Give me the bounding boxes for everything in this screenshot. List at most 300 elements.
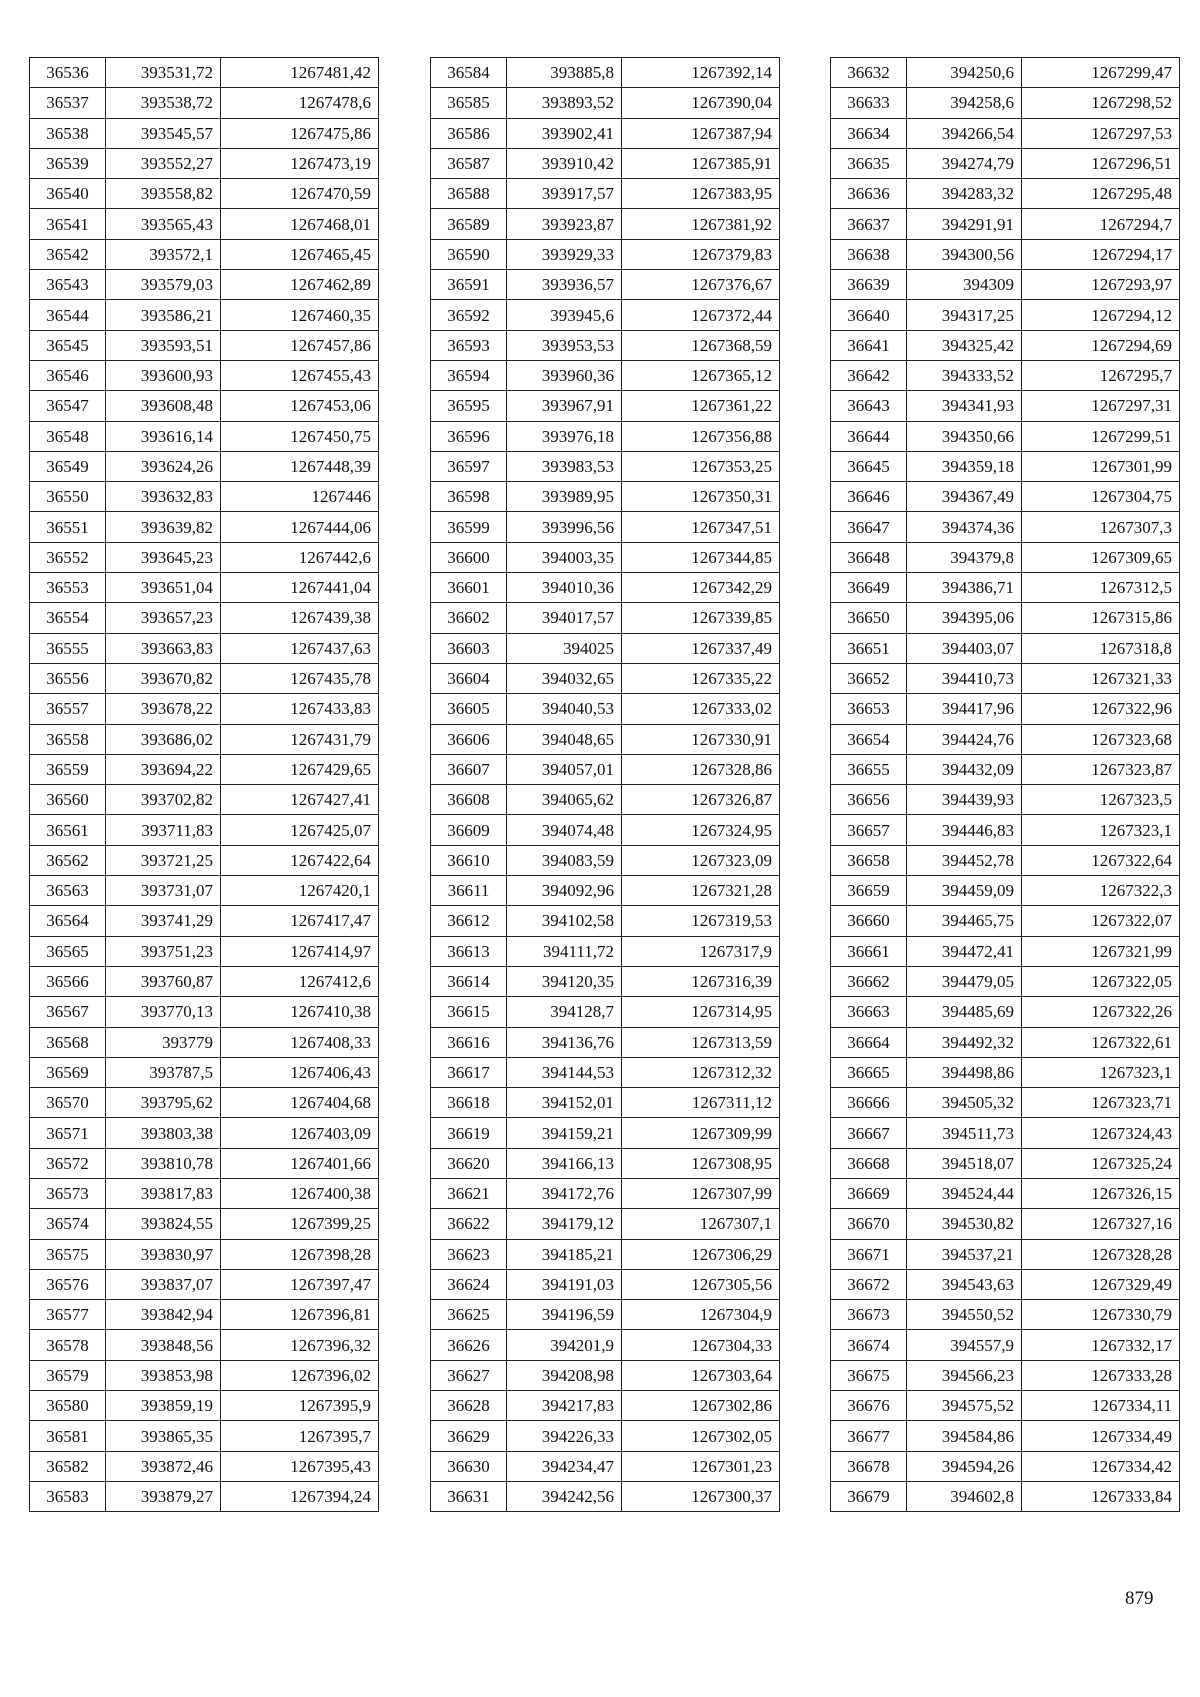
x-coordinate-cell: 393579,03 [106,270,221,300]
point-number-cell: 36632 [831,58,907,88]
x-coordinate-cell: 393865,35 [106,1421,221,1451]
x-coordinate-cell: 394185,21 [507,1239,622,1269]
x-coordinate-cell: 394325,42 [907,330,1022,360]
point-number-cell: 36646 [831,482,907,512]
y-coordinate-cell: 1267404,68 [221,1088,379,1118]
table-row [831,603,1180,633]
y-coordinate-cell: 1267442,6 [221,542,379,572]
point-number-cell: 36654 [831,724,907,754]
x-coordinate-cell: 394479,05 [907,966,1022,996]
table-row [30,876,379,906]
x-coordinate-cell: 393538,72 [106,88,221,118]
table-row [831,1360,1180,1390]
x-coordinate-cell: 394074,48 [507,815,622,845]
y-coordinate-cell: 1267450,75 [221,421,379,451]
point-number-cell: 36653 [831,694,907,724]
x-coordinate-cell: 393842,94 [106,1300,221,1330]
x-coordinate-cell: 393810,78 [106,1148,221,1178]
point-number-cell: 36665 [831,1057,907,1087]
x-coordinate-cell: 394333,52 [907,360,1022,390]
x-coordinate-cell: 393830,97 [106,1239,221,1269]
table-row [831,815,1180,845]
x-coordinate-cell: 393624,26 [106,451,221,481]
point-number-cell: 36582 [30,1451,106,1481]
y-coordinate-cell: 1267406,43 [221,1057,379,1087]
point-number-cell: 36602 [431,603,507,633]
y-coordinate-cell: 1267321,28 [622,876,780,906]
x-coordinate-cell: 394374,36 [907,512,1022,542]
point-number-cell: 36538 [30,118,106,148]
table-row [431,936,780,966]
table-row [431,906,780,936]
table-row [831,1027,1180,1057]
y-coordinate-cell: 1267322,96 [1022,694,1180,724]
x-coordinate-cell: 393686,02 [106,724,221,754]
table-row [431,148,780,178]
y-coordinate-cell: 1267316,39 [622,966,780,996]
x-coordinate-cell: 393803,38 [106,1118,221,1148]
y-coordinate-cell: 1267334,49 [1022,1421,1180,1451]
point-number-cell: 36544 [30,300,106,330]
point-number-cell: 36629 [431,1421,507,1451]
table-row [831,239,1180,269]
point-number-cell: 36580 [30,1391,106,1421]
y-coordinate-cell: 1267324,43 [1022,1118,1180,1148]
point-number-cell: 36545 [30,330,106,360]
table-row [831,906,1180,936]
x-coordinate-cell: 393751,23 [106,936,221,966]
table-row [431,1391,780,1421]
table-row [30,1481,379,1511]
table-row [30,1057,379,1087]
y-coordinate-cell: 1267323,1 [1022,1057,1180,1087]
x-coordinate-cell: 394083,59 [507,845,622,875]
point-number-cell: 36624 [431,1269,507,1299]
table-row [831,573,1180,603]
x-coordinate-cell: 393694,22 [106,754,221,784]
point-number-cell: 36666 [831,1088,907,1118]
y-coordinate-cell: 1267462,89 [221,270,379,300]
point-number-cell: 36567 [30,997,106,1027]
x-coordinate-cell: 393824,55 [106,1209,221,1239]
point-number-cell: 36668 [831,1148,907,1178]
y-coordinate-cell: 1267315,86 [1022,603,1180,633]
point-number-cell: 36658 [831,845,907,875]
table-row [431,1330,780,1360]
x-coordinate-cell: 394057,01 [507,754,622,784]
x-coordinate-cell: 394566,23 [907,1360,1022,1390]
point-number-cell: 36589 [431,209,507,239]
table-row [30,391,379,421]
point-number-cell: 36576 [30,1269,106,1299]
point-number-cell: 36591 [431,270,507,300]
x-coordinate-cell: 393586,21 [106,300,221,330]
table-row [30,542,379,572]
table-row [831,1269,1180,1299]
table-row [431,239,780,269]
point-number-cell: 36561 [30,815,106,845]
x-coordinate-cell: 393996,56 [507,512,622,542]
y-coordinate-cell: 1267312,5 [1022,573,1180,603]
table-row [831,1451,1180,1481]
y-coordinate-cell: 1267301,23 [622,1451,780,1481]
x-coordinate-cell: 393770,13 [106,997,221,1027]
table-row [30,906,379,936]
table-row [831,663,1180,693]
point-number-cell: 36586 [431,118,507,148]
y-coordinate-cell: 1267298,52 [1022,88,1180,118]
x-coordinate-cell: 394524,44 [907,1178,1022,1208]
point-number-cell: 36614 [431,966,507,996]
point-number-cell: 36562 [30,845,106,875]
table-row [30,209,379,239]
y-coordinate-cell: 1267465,45 [221,239,379,269]
x-coordinate-cell: 394196,59 [507,1300,622,1330]
point-number-cell: 36630 [431,1451,507,1481]
y-coordinate-cell: 1267470,59 [221,179,379,209]
point-number-cell: 36546 [30,360,106,390]
y-coordinate-cell: 1267414,97 [221,936,379,966]
point-number-cell: 36679 [831,1481,907,1511]
x-coordinate-cell: 394424,76 [907,724,1022,754]
table-row [431,300,780,330]
table-row [431,270,780,300]
table-row [30,1148,379,1178]
x-coordinate-cell: 394179,12 [507,1209,622,1239]
table-row [431,391,780,421]
y-coordinate-cell: 1267299,47 [1022,58,1180,88]
point-number-cell: 36547 [30,391,106,421]
table-row [431,966,780,996]
y-coordinate-cell: 1267379,83 [622,239,780,269]
x-coordinate-cell: 394317,25 [907,300,1022,330]
y-coordinate-cell: 1267455,43 [221,360,379,390]
y-coordinate-cell: 1267332,17 [1022,1330,1180,1360]
point-number-cell: 36618 [431,1088,507,1118]
table-row [431,1360,780,1390]
point-number-cell: 36554 [30,603,106,633]
table-row [30,118,379,148]
table-row [831,724,1180,754]
x-coordinate-cell: 393859,19 [106,1391,221,1421]
point-number-cell: 36651 [831,633,907,663]
x-coordinate-cell: 394191,03 [507,1269,622,1299]
table-row [831,785,1180,815]
y-coordinate-cell: 1267295,48 [1022,179,1180,209]
x-coordinate-cell: 394459,09 [907,876,1022,906]
table-row [831,1209,1180,1239]
x-coordinate-cell: 394350,66 [907,421,1022,451]
point-number-cell: 36616 [431,1027,507,1057]
y-coordinate-cell: 1267437,63 [221,633,379,663]
table-row [431,1209,780,1239]
y-coordinate-cell: 1267333,84 [1022,1481,1180,1511]
table-row [30,754,379,784]
table-row [431,1088,780,1118]
point-number-cell: 36560 [30,785,106,815]
table-row [831,1178,1180,1208]
table-row [431,785,780,815]
table-row [30,1209,379,1239]
point-number-cell: 36643 [831,391,907,421]
y-coordinate-cell: 1267322,26 [1022,997,1180,1027]
table-row [431,724,780,754]
x-coordinate-cell: 394274,79 [907,148,1022,178]
table-row [831,1088,1180,1118]
table-row [30,482,379,512]
x-coordinate-cell: 394266,54 [907,118,1022,148]
table-row [431,694,780,724]
y-coordinate-cell: 1267299,51 [1022,421,1180,451]
table-row [30,239,379,269]
point-number-cell: 36620 [431,1148,507,1178]
x-coordinate-cell: 393600,93 [106,360,221,390]
y-coordinate-cell: 1267394,24 [221,1481,379,1511]
point-number-cell: 36613 [431,936,507,966]
x-coordinate-cell: 394032,65 [507,663,622,693]
y-coordinate-cell: 1267304,33 [622,1330,780,1360]
table-row [30,966,379,996]
point-number-cell: 36635 [831,148,907,178]
x-coordinate-cell: 394557,9 [907,1330,1022,1360]
x-coordinate-cell: 393565,43 [106,209,221,239]
point-number-cell: 36542 [30,239,106,269]
y-coordinate-cell: 1267408,33 [221,1027,379,1057]
point-number-cell: 36634 [831,118,907,148]
y-coordinate-cell: 1267400,38 [221,1178,379,1208]
y-coordinate-cell: 1267294,7 [1022,209,1180,239]
y-coordinate-cell: 1267293,97 [1022,270,1180,300]
x-coordinate-cell: 394403,07 [907,633,1022,663]
y-coordinate-cell: 1267309,99 [622,1118,780,1148]
x-coordinate-cell: 394144,53 [507,1057,622,1087]
x-coordinate-cell: 393902,41 [507,118,622,148]
point-number-cell: 36639 [831,270,907,300]
y-coordinate-cell: 1267401,66 [221,1148,379,1178]
table-row [431,1451,780,1481]
x-coordinate-cell: 393639,82 [106,512,221,542]
point-number-cell: 36597 [431,451,507,481]
y-coordinate-cell: 1267304,9 [622,1300,780,1330]
point-number-cell: 36660 [831,906,907,936]
x-coordinate-cell: 394359,18 [907,451,1022,481]
table-row [831,148,1180,178]
y-coordinate-cell: 1267317,9 [622,936,780,966]
point-number-cell: 36674 [831,1330,907,1360]
y-coordinate-cell: 1267328,28 [1022,1239,1180,1269]
table-row [831,754,1180,784]
point-number-cell: 36565 [30,936,106,966]
y-coordinate-cell: 1267323,1 [1022,815,1180,845]
table-row [431,512,780,542]
x-coordinate-cell: 394258,6 [907,88,1022,118]
x-coordinate-cell: 394025 [507,633,622,663]
x-coordinate-cell: 394410,73 [907,663,1022,693]
point-number-cell: 36601 [431,573,507,603]
table-row [431,1148,780,1178]
point-number-cell: 36675 [831,1360,907,1390]
point-number-cell: 36581 [30,1421,106,1451]
table-row [30,603,379,633]
y-coordinate-cell: 1267425,07 [221,815,379,845]
x-coordinate-cell: 394446,83 [907,815,1022,845]
point-number-cell: 36569 [30,1057,106,1087]
x-coordinate-cell: 393545,57 [106,118,221,148]
x-coordinate-cell: 394283,32 [907,179,1022,209]
y-coordinate-cell: 1267460,35 [221,300,379,330]
y-coordinate-cell: 1267398,28 [221,1239,379,1269]
x-coordinate-cell: 393558,82 [106,179,221,209]
y-coordinate-cell: 1267396,32 [221,1330,379,1360]
x-coordinate-cell: 393837,07 [106,1269,221,1299]
y-coordinate-cell: 1267294,17 [1022,239,1180,269]
point-number-cell: 36677 [831,1421,907,1451]
x-coordinate-cell: 394472,41 [907,936,1022,966]
point-number-cell: 36619 [431,1118,507,1148]
x-coordinate-cell: 393960,36 [507,360,622,390]
y-coordinate-cell: 1267481,42 [221,58,379,88]
point-number-cell: 36647 [831,512,907,542]
point-number-cell: 36617 [431,1057,507,1087]
x-coordinate-cell: 394594,26 [907,1451,1022,1481]
y-coordinate-cell: 1267327,16 [1022,1209,1180,1239]
point-number-cell: 36596 [431,421,507,451]
y-coordinate-cell: 1267427,41 [221,785,379,815]
table-row [30,270,379,300]
x-coordinate-cell: 394250,6 [907,58,1022,88]
table-row [831,512,1180,542]
table-row [831,209,1180,239]
table-row [431,754,780,784]
y-coordinate-cell: 1267422,64 [221,845,379,875]
point-number-cell: 36625 [431,1300,507,1330]
table-row [831,1300,1180,1330]
table-row [831,845,1180,875]
y-coordinate-cell: 1267385,91 [622,148,780,178]
x-coordinate-cell: 393593,51 [106,330,221,360]
point-number-cell: 36641 [831,330,907,360]
x-coordinate-cell: 393678,22 [106,694,221,724]
x-coordinate-cell: 394465,75 [907,906,1022,936]
x-coordinate-cell: 393967,91 [507,391,622,421]
point-number-cell: 36662 [831,966,907,996]
point-number-cell: 36609 [431,815,507,845]
y-coordinate-cell: 1267337,49 [622,633,780,663]
y-coordinate-cell: 1267322,64 [1022,845,1180,875]
x-coordinate-cell: 393663,83 [106,633,221,663]
point-number-cell: 36656 [831,785,907,815]
x-coordinate-cell: 393657,23 [106,603,221,633]
x-coordinate-cell: 393651,04 [106,573,221,603]
x-coordinate-cell: 393923,87 [507,209,622,239]
point-number-cell: 36585 [431,88,507,118]
table-row [831,1239,1180,1269]
y-coordinate-cell: 1267325,24 [1022,1148,1180,1178]
table-row [30,1178,379,1208]
table-row [30,148,379,178]
table-row [30,421,379,451]
y-coordinate-cell: 1267319,53 [622,906,780,936]
point-number-cell: 36615 [431,997,507,1027]
y-coordinate-cell: 1267390,04 [622,88,780,118]
point-number-cell: 36621 [431,1178,507,1208]
x-coordinate-cell: 394537,21 [907,1239,1022,1269]
y-coordinate-cell: 1267330,91 [622,724,780,754]
point-number-cell: 36626 [431,1330,507,1360]
x-coordinate-cell: 394291,91 [907,209,1022,239]
table-row [30,815,379,845]
point-number-cell: 36640 [831,300,907,330]
point-number-cell: 36550 [30,482,106,512]
point-number-cell: 36570 [30,1088,106,1118]
y-coordinate-cell: 1267294,69 [1022,330,1180,360]
x-coordinate-cell: 394492,32 [907,1027,1022,1057]
point-number-cell: 36642 [831,360,907,390]
y-coordinate-cell: 1267322,61 [1022,1027,1180,1057]
table-row [431,1269,780,1299]
table-row [831,542,1180,572]
table-row [30,663,379,693]
table-row [831,300,1180,330]
x-coordinate-cell: 394111,72 [507,936,622,966]
x-coordinate-cell: 393645,23 [106,542,221,572]
table-row [30,512,379,542]
x-coordinate-cell: 393893,52 [507,88,622,118]
table-row [30,1118,379,1148]
point-number-cell: 36650 [831,603,907,633]
point-number-cell: 36628 [431,1391,507,1421]
table-row [431,451,780,481]
point-number-cell: 36594 [431,360,507,390]
y-coordinate-cell: 1267478,6 [221,88,379,118]
point-number-cell: 36557 [30,694,106,724]
y-coordinate-cell: 1267323,71 [1022,1088,1180,1118]
table-row [831,966,1180,996]
coordinate-table-1 [29,57,379,1512]
y-coordinate-cell: 1267334,42 [1022,1451,1180,1481]
point-number-cell: 36655 [831,754,907,784]
point-number-cell: 36556 [30,663,106,693]
table-row [431,815,780,845]
point-number-cell: 36669 [831,1178,907,1208]
x-coordinate-cell: 393741,29 [106,906,221,936]
point-number-cell: 36603 [431,633,507,663]
y-coordinate-cell: 1267311,12 [622,1088,780,1118]
table-row [30,1239,379,1269]
table-row [831,694,1180,724]
point-number-cell: 36607 [431,754,507,784]
x-coordinate-cell: 393616,14 [106,421,221,451]
x-coordinate-cell: 394432,09 [907,754,1022,784]
x-coordinate-cell: 394128,7 [507,997,622,1027]
point-number-cell: 36661 [831,936,907,966]
x-coordinate-cell: 394584,86 [907,1421,1022,1451]
point-number-cell: 36604 [431,663,507,693]
y-coordinate-cell: 1267304,75 [1022,482,1180,512]
table-row [431,603,780,633]
table-row [431,876,780,906]
x-coordinate-cell: 393945,6 [507,300,622,330]
point-number-cell: 36540 [30,179,106,209]
y-coordinate-cell: 1267344,85 [622,542,780,572]
point-number-cell: 36541 [30,209,106,239]
x-coordinate-cell: 394300,56 [907,239,1022,269]
table-row [831,1148,1180,1178]
y-coordinate-cell: 1267441,04 [221,573,379,603]
table-row [30,1451,379,1481]
y-coordinate-cell: 1267307,1 [622,1209,780,1239]
x-coordinate-cell: 394152,01 [507,1088,622,1118]
